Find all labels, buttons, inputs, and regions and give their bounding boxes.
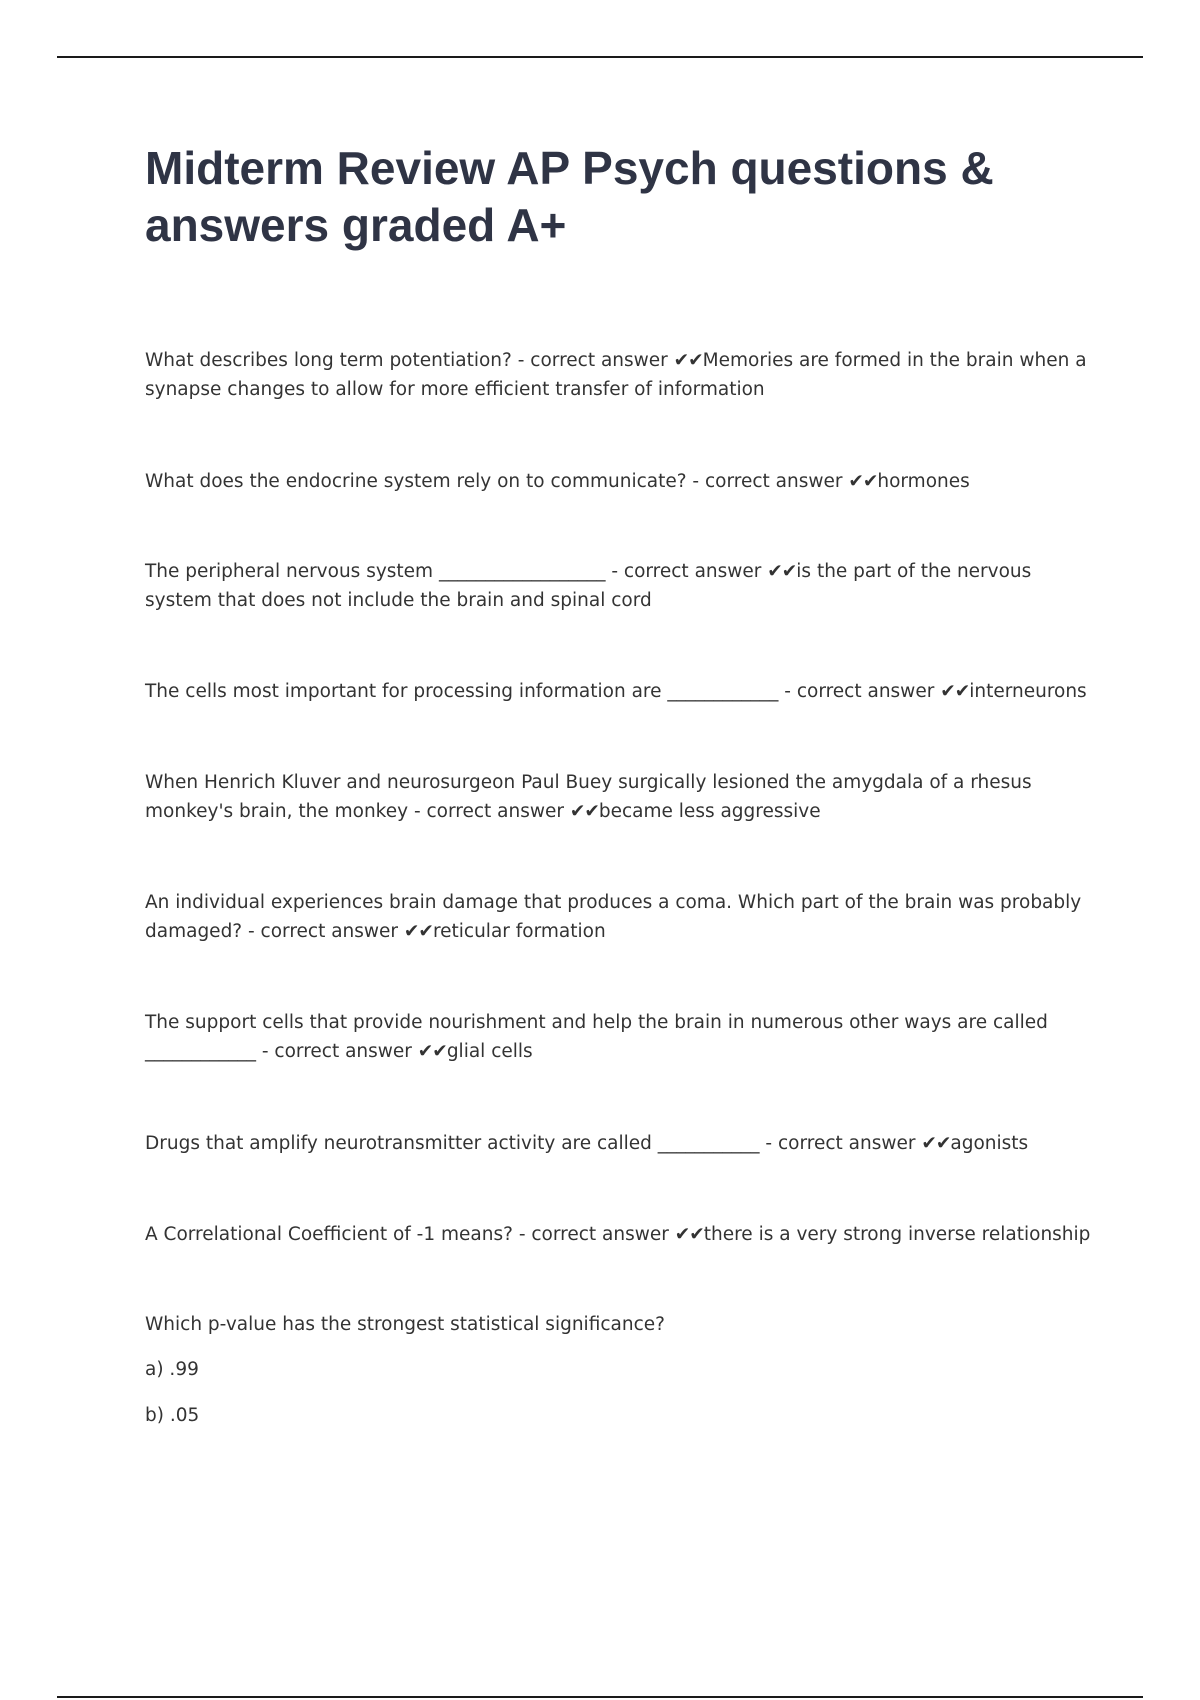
- qa-item: [145, 467, 1095, 496]
- check-icon: ✔✔: [673, 350, 703, 371]
- check-icon: ✔✔: [417, 1041, 447, 1062]
- answer-separator: - correct answer: [759, 1133, 922, 1154]
- answer-text: agonists: [950, 1133, 1029, 1154]
- check-icon: ✔✔: [921, 1133, 951, 1154]
- answer-text: Memories are formed in the brain when a synapse changes to allow for more efficient transfer of information: [145, 350, 1087, 400]
- qa-item: [145, 888, 1095, 946]
- answer-text: became less aggressive: [598, 801, 821, 822]
- answer-separator: - correct answer: [605, 561, 768, 582]
- check-icon: ✔✔: [569, 801, 599, 822]
- question-text: The peripheral nervous system __________________: [145, 561, 606, 582]
- question-text: The support cells that provide nourishment and help the brain in numerous other ways are called ____________: [145, 1012, 1048, 1062]
- answer-text: glial cells: [446, 1041, 533, 1062]
- qa-item: [145, 1129, 1095, 1158]
- qa-item: [145, 1220, 1095, 1249]
- answer-separator: - correct answer: [256, 1041, 418, 1062]
- check-icon: ✔✔: [674, 1224, 704, 1245]
- qa-item: [145, 1008, 1095, 1066]
- question-text: When Henrich Kluver and neurosurgeon Paul Buey surgically lesioned the amygdala of a rhesus monkey's brain, the monkey: [145, 772, 1032, 822]
- document-title: Midterm Review AP Psych questions & answers graded A+: [145, 142, 994, 251]
- qa-item: [145, 557, 1095, 615]
- answer-separator: - correct answer: [512, 1224, 675, 1245]
- option-a: a) .99: [145, 1359, 199, 1380]
- question-text: What does the endocrine system rely on to communicate?: [145, 471, 687, 492]
- qa-item: [145, 346, 1095, 404]
- option-b: b) .05: [145, 1405, 200, 1426]
- answer-text: interneurons: [969, 681, 1087, 702]
- qa-item: [145, 677, 1095, 706]
- answer-separator: - correct answer: [408, 801, 570, 822]
- header-rule: [57, 56, 1143, 58]
- answer-separator: - correct answer: [242, 921, 404, 942]
- last-question: Which p-value has the strongest statistical significance?: [145, 1314, 665, 1335]
- check-icon: ✔✔: [767, 561, 797, 582]
- answer-separator: - correct answer: [511, 350, 674, 371]
- question-text: A Correlational Coefficient of -1 means?: [145, 1224, 513, 1245]
- question-text: An individual experiences brain damage that produces a coma. Which part of the brain was probably damaged?: [145, 892, 1082, 942]
- question-text: What describes long term potentiation?: [145, 350, 512, 371]
- answer-text: hormones: [877, 471, 970, 492]
- check-icon: ✔✔: [940, 681, 970, 702]
- question-text: Drugs that amplify neurotransmitter activity are called ___________: [145, 1133, 760, 1154]
- answer-separator: - correct answer: [686, 471, 849, 492]
- check-icon: ✔✔: [848, 471, 878, 492]
- qa-item: [145, 768, 1095, 826]
- footer-rule: [57, 1696, 1143, 1698]
- question-text: The cells most important for processing information are ____________: [145, 681, 779, 702]
- answer-text: there is a very strong inverse relationship: [703, 1224, 1091, 1245]
- check-icon: ✔✔: [403, 921, 433, 942]
- answer-separator: - correct answer: [778, 681, 941, 702]
- answer-text: is the part of the nervous system that does not include the brain and spinal cord: [145, 561, 1032, 611]
- answer-text: reticular formation: [432, 921, 606, 942]
